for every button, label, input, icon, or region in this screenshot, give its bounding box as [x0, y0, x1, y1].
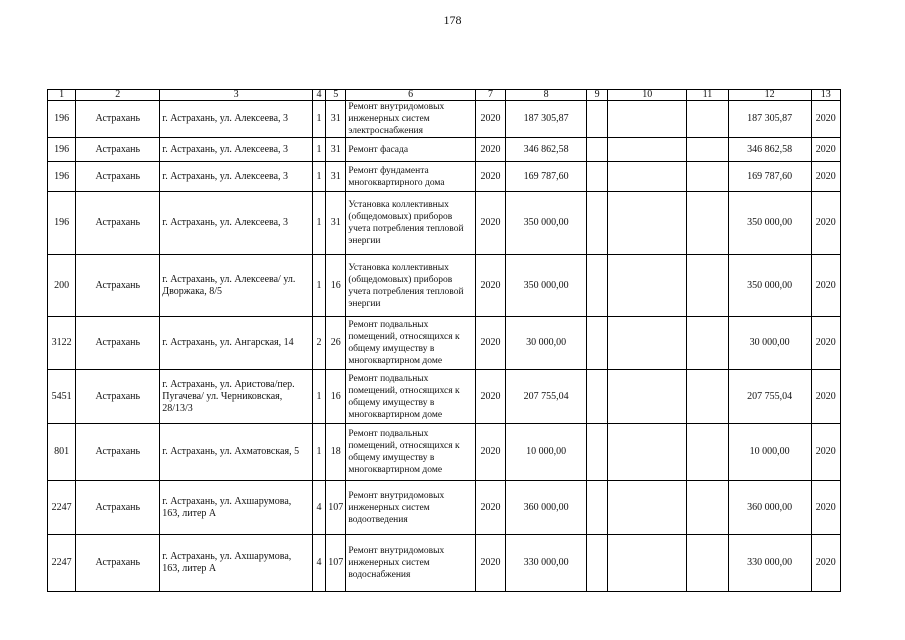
column-header: 11 [687, 90, 728, 101]
address-cell: г. Астрахань, ул. Алексеева, 3 [160, 101, 313, 138]
year-cell: 2020 [475, 424, 505, 481]
year-cell: 2020 [475, 370, 505, 424]
column-4-cell: 1 [312, 424, 325, 481]
address-cell: г. Астрахань, ул. Аристова/пер. Пугачева/ ул. Черниковская, 28/13/3 [160, 370, 313, 424]
column-4-cell: 1 [312, 101, 325, 138]
year-cell: 2020 [475, 317, 505, 370]
work-type-cell: Ремонт фасада [346, 138, 475, 162]
city-cell: Астрахань [76, 424, 160, 481]
column-4-cell: 1 [312, 162, 325, 192]
row-id-cell: 196 [48, 162, 76, 192]
table-row [48, 424, 841, 481]
table-row [48, 370, 841, 424]
column-header: 3 [160, 90, 313, 101]
column-5-cell: 31 [326, 192, 346, 255]
column-5-cell: 107 [326, 535, 346, 592]
row-id-cell: 3122 [48, 317, 76, 370]
amount-cell: 207 755,04 [506, 370, 587, 424]
column-header: 10 [608, 90, 687, 101]
table-row [48, 481, 841, 535]
column-9-cell [587, 162, 608, 192]
row-id-cell: 200 [48, 255, 76, 317]
column-11-cell [687, 370, 728, 424]
column-5-cell: 31 [326, 101, 346, 138]
column-4-cell: 4 [312, 535, 325, 592]
column-5-cell: 107 [326, 481, 346, 535]
column-4-cell: 1 [312, 370, 325, 424]
total-cell: 187 305,87 [728, 101, 811, 138]
total-cell: 330 000,00 [728, 535, 811, 592]
city-cell: Астрахань [76, 535, 160, 592]
amount-cell: 30 000,00 [506, 317, 587, 370]
column-11-cell [687, 535, 728, 592]
city-cell: Астрахань [76, 255, 160, 317]
total-cell: 169 787,60 [728, 162, 811, 192]
column-10-cell [608, 101, 687, 138]
column-9-cell [587, 101, 608, 138]
end-year-cell: 2020 [811, 424, 840, 481]
column-11-cell [687, 192, 728, 255]
column-10-cell [608, 192, 687, 255]
column-4-cell: 1 [312, 255, 325, 317]
row-id-cell: 5451 [48, 370, 76, 424]
end-year-cell: 2020 [811, 255, 840, 317]
column-4-cell: 1 [312, 138, 325, 162]
column-header: 12 [728, 90, 811, 101]
city-cell: Астрахань [76, 162, 160, 192]
column-4-cell: 1 [312, 192, 325, 255]
amount-cell: 330 000,00 [506, 535, 587, 592]
city-cell: Астрахань [76, 138, 160, 162]
column-9-cell [587, 192, 608, 255]
amount-cell: 346 862,58 [506, 138, 587, 162]
capital-repair-table [47, 89, 841, 592]
column-4-cell: 2 [312, 317, 325, 370]
city-cell: Астрахань [76, 370, 160, 424]
column-11-cell [687, 424, 728, 481]
column-9-cell [587, 255, 608, 317]
column-header: 1 [48, 90, 76, 101]
column-5-cell: 26 [326, 317, 346, 370]
address-cell: г. Астрахань, ул. Ахматовская, 5 [160, 424, 313, 481]
column-9-cell [587, 481, 608, 535]
end-year-cell: 2020 [811, 192, 840, 255]
column-5-cell: 16 [326, 255, 346, 317]
city-cell: Астрахань [76, 192, 160, 255]
total-cell: 360 000,00 [728, 481, 811, 535]
work-type-cell: Установка коллективных (общедомовых) приборов учета потребления тепловой энергии [346, 192, 475, 255]
work-type-cell: Ремонт внутридомовых инженерных систем водоотведения [346, 481, 475, 535]
column-5-cell: 16 [326, 370, 346, 424]
column-10-cell [608, 535, 687, 592]
work-type-cell: Ремонт внутридомовых инженерных систем водоснабжения [346, 535, 475, 592]
work-type-cell: Ремонт подвальных помещений, относящихся к общему имуществу в многоквартирном доме [346, 370, 475, 424]
column-5-cell: 31 [326, 162, 346, 192]
year-cell: 2020 [475, 481, 505, 535]
year-cell: 2020 [475, 101, 505, 138]
table-row [48, 138, 841, 162]
total-cell: 10 000,00 [728, 424, 811, 481]
column-10-cell [608, 317, 687, 370]
row-id-cell: 196 [48, 192, 76, 255]
column-header: 2 [76, 90, 160, 101]
column-header: 9 [587, 90, 608, 101]
column-11-cell [687, 138, 728, 162]
column-10-cell [608, 424, 687, 481]
end-year-cell: 2020 [811, 162, 840, 192]
column-10-cell [608, 255, 687, 317]
total-cell: 350 000,00 [728, 192, 811, 255]
total-cell: 207 755,04 [728, 370, 811, 424]
year-cell: 2020 [475, 255, 505, 317]
address-cell: г. Астрахань, ул. Ахшарумова, 163, литер А [160, 535, 313, 592]
column-header: 8 [506, 90, 587, 101]
total-cell: 346 862,58 [728, 138, 811, 162]
row-id-cell: 801 [48, 424, 76, 481]
column-5-cell: 31 [326, 138, 346, 162]
end-year-cell: 2020 [811, 481, 840, 535]
end-year-cell: 2020 [811, 535, 840, 592]
column-9-cell [587, 535, 608, 592]
end-year-cell: 2020 [811, 317, 840, 370]
table-row [48, 162, 841, 192]
address-cell: г. Астрахань, ул. Алексеева/ ул. Дворжака, 8/5 [160, 255, 313, 317]
table-body [48, 90, 841, 592]
city-cell: Астрахань [76, 481, 160, 535]
column-number-row [48, 90, 841, 101]
amount-cell: 187 305,87 [506, 101, 587, 138]
table-row [48, 255, 841, 317]
column-header: 13 [811, 90, 840, 101]
total-cell: 30 000,00 [728, 317, 811, 370]
table-row [48, 317, 841, 370]
column-10-cell [608, 162, 687, 192]
column-4-cell: 4 [312, 481, 325, 535]
column-9-cell [587, 317, 608, 370]
end-year-cell: 2020 [811, 370, 840, 424]
city-cell: Астрахань [76, 317, 160, 370]
amount-cell: 360 000,00 [506, 481, 587, 535]
work-type-cell: Ремонт внутридомовых инженерных систем электроснабжения [346, 101, 475, 138]
address-cell: г. Астрахань, ул. Алексеева, 3 [160, 138, 313, 162]
row-id-cell: 2247 [48, 535, 76, 592]
column-header: 7 [475, 90, 505, 101]
column-11-cell [687, 101, 728, 138]
column-10-cell [608, 138, 687, 162]
address-cell: г. Астрахань, ул. Алексеева, 3 [160, 162, 313, 192]
year-cell: 2020 [475, 138, 505, 162]
column-11-cell [687, 255, 728, 317]
amount-cell: 350 000,00 [506, 255, 587, 317]
table-row [48, 101, 841, 138]
year-cell: 2020 [475, 162, 505, 192]
column-header: 4 [312, 90, 325, 101]
table-row [48, 192, 841, 255]
amount-cell: 169 787,60 [506, 162, 587, 192]
column-9-cell [587, 424, 608, 481]
table-row [48, 535, 841, 592]
column-header: 5 [326, 90, 346, 101]
end-year-cell: 2020 [811, 138, 840, 162]
row-id-cell: 196 [48, 101, 76, 138]
amount-cell: 10 000,00 [506, 424, 587, 481]
row-id-cell: 196 [48, 138, 76, 162]
amount-cell: 350 000,00 [506, 192, 587, 255]
address-cell: г. Астрахань, ул. Алексеева, 3 [160, 192, 313, 255]
total-cell: 350 000,00 [728, 255, 811, 317]
column-9-cell [587, 138, 608, 162]
year-cell: 2020 [475, 192, 505, 255]
end-year-cell: 2020 [811, 101, 840, 138]
column-9-cell [587, 370, 608, 424]
address-cell: г. Астрахань, ул. Ахшарумова, 163, литер А [160, 481, 313, 535]
page-number: 178 [443, 13, 462, 27]
column-10-cell [608, 481, 687, 535]
work-type-cell: Ремонт подвальных помещений, относящихся к общему имуществу в многоквартирном доме [346, 424, 475, 481]
work-type-cell: Ремонт подвальных помещений, относящихся к общему имуществу в многоквартирном доме [346, 317, 475, 370]
column-5-cell: 18 [326, 424, 346, 481]
column-11-cell [687, 162, 728, 192]
year-cell: 2020 [475, 535, 505, 592]
work-type-cell: Установка коллективных (общедомовых) приборов учета потребления тепловой энергии [346, 255, 475, 317]
work-type-cell: Ремонт фундамента многоквартирного дома [346, 162, 475, 192]
column-11-cell [687, 317, 728, 370]
column-10-cell [608, 370, 687, 424]
address-cell: г. Астрахань, ул. Ангарская, 14 [160, 317, 313, 370]
city-cell: Астрахань [76, 101, 160, 138]
column-header: 6 [346, 90, 475, 101]
row-id-cell: 2247 [48, 481, 76, 535]
column-11-cell [687, 481, 728, 535]
